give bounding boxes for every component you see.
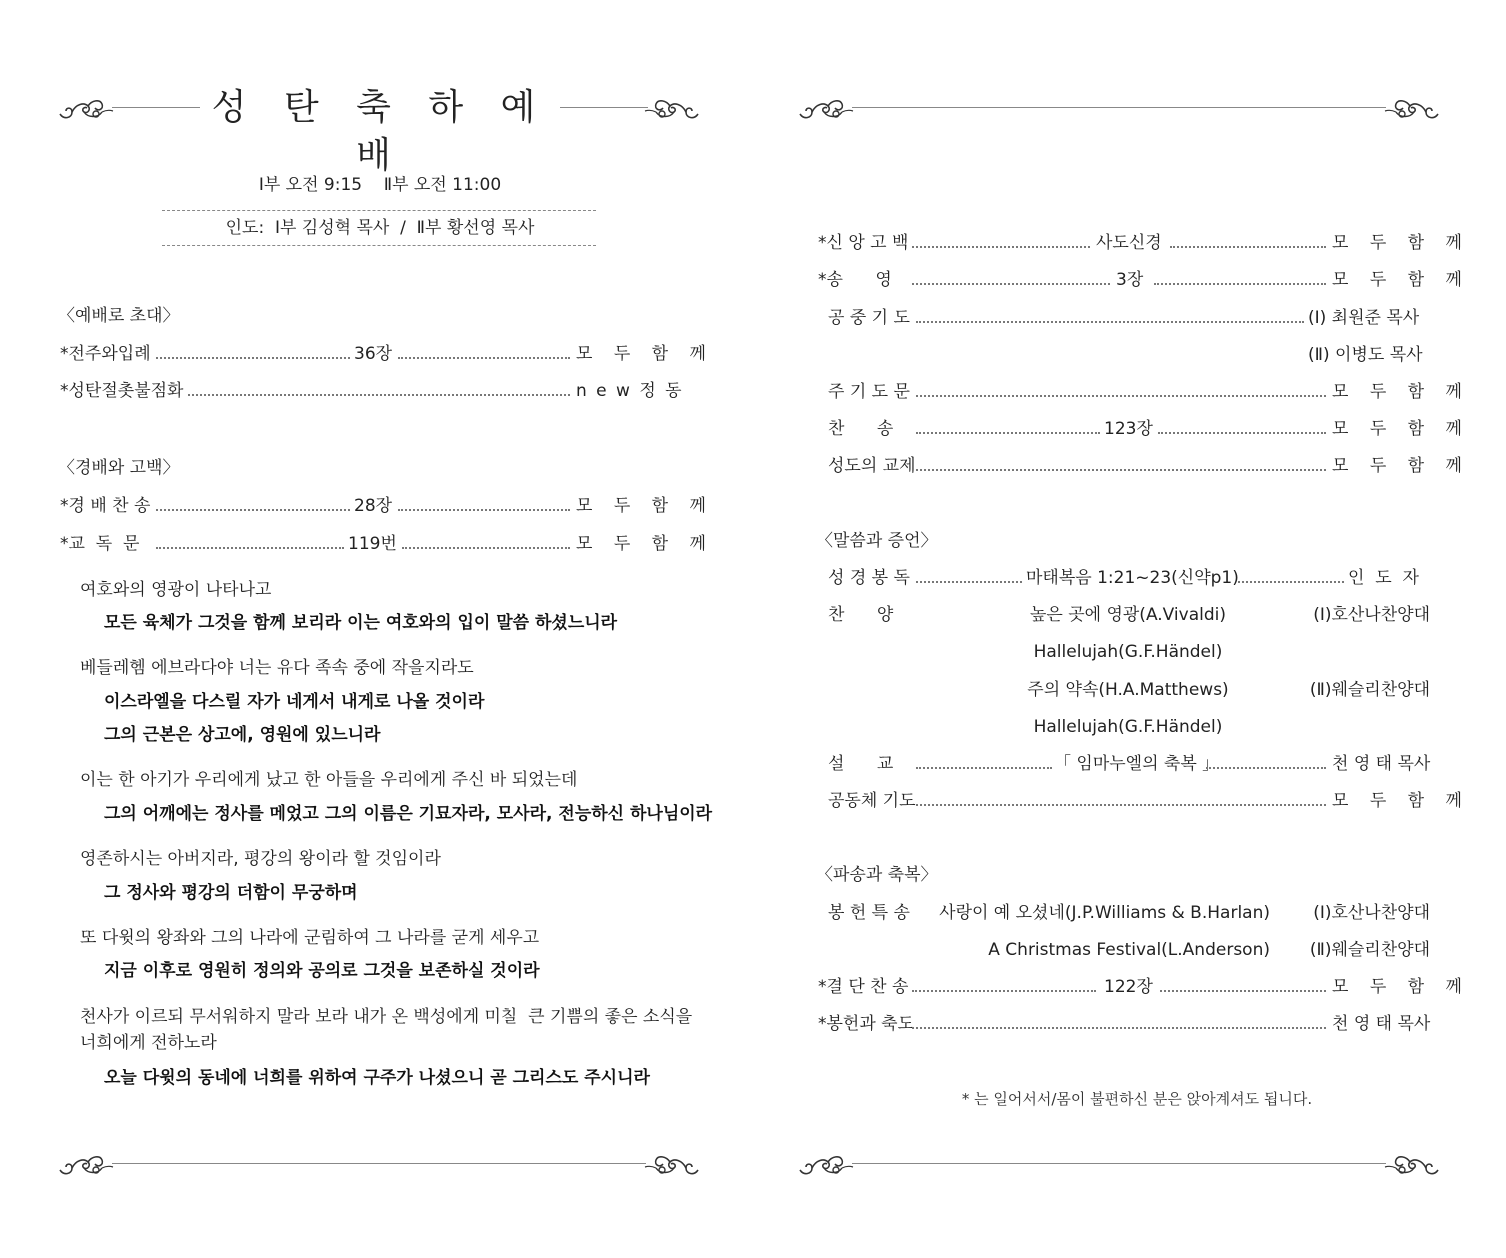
flourish-ornament-icon xyxy=(798,94,854,122)
title-rule-right xyxy=(560,107,648,108)
leader-rule-top xyxy=(162,210,596,211)
responsive-people-line: 그의 근본은 상고에, 영원에 있느니라 xyxy=(104,725,381,745)
dot-leader xyxy=(912,246,1090,248)
offering-title: 사랑이 예 오셨네(J.P.Williams & B.Harlan) xyxy=(939,903,1270,923)
responsive-leader-line: 이는 한 아기가 우리에게 났고 한 아들을 우리에게 주신 바 되었는데 xyxy=(80,770,578,790)
order-item-label: *교 독 문 xyxy=(60,534,140,554)
section-header: 〈예배로 초대〉 xyxy=(58,306,180,326)
order-item-label: 설 교 xyxy=(828,754,894,774)
order-item-middle: 마태복음 1:21~23(신약p1) xyxy=(1026,568,1239,588)
dot-leader xyxy=(1154,283,1326,285)
dot-leader xyxy=(912,990,1096,992)
order-item-right: (Ⅱ) 이병도 목사 xyxy=(1308,345,1423,365)
order-item-right: 모 두 함 께 xyxy=(1332,382,1470,402)
responsive-people-line: 그의 어깨에는 정사를 메었고 그의 이름은 기묘자라, 모사라, 전능하신 하나님이라 xyxy=(104,804,713,824)
choir-name: (Ⅱ)웨슬리찬양대 xyxy=(1309,940,1430,960)
anthem-title: Hallelujah(G.F.Händel) xyxy=(1033,642,1223,662)
order-item-right: 인 도 자 xyxy=(1348,568,1419,588)
dot-leader xyxy=(1158,432,1326,434)
order-item-right: 모 두 함 께 xyxy=(1332,791,1470,811)
dot-leader xyxy=(1206,767,1326,769)
order-item-right: 모 두 함 께 xyxy=(576,534,714,554)
responsive-people-line: 그 정사와 평강의 더함이 무궁하며 xyxy=(104,883,358,903)
order-item-middle: 123장 xyxy=(1104,419,1153,439)
dot-leader xyxy=(398,357,570,359)
dot-leader xyxy=(188,394,570,396)
footer-rule xyxy=(112,1163,646,1164)
header-rule xyxy=(852,107,1386,108)
order-item-label: 찬 송 xyxy=(828,419,894,439)
responsive-people-line: 오늘 다윗의 동네에 너희를 위하여 구주가 나셨으니 곧 그리스도 주시니라 xyxy=(104,1068,650,1088)
responsive-leader-line: 베들레헴 에브라다야 너는 유다 족속 중에 작을지라도 xyxy=(80,658,474,678)
flourish-ornament-icon xyxy=(1384,1150,1440,1178)
anthem-title: Hallelujah(G.F.Händel) xyxy=(1033,717,1223,737)
responsive-leader-line: 영존하시는 아버지라, 평강의 왕이라 할 것임이라 xyxy=(80,849,441,869)
flourish-ornament-icon xyxy=(798,1150,854,1178)
order-item-label: *결 단 찬 송 xyxy=(818,977,909,997)
order-item-label: 성도의 교제 xyxy=(828,456,916,476)
order-item-middle: 28장 xyxy=(354,496,393,516)
flourish-ornament-icon xyxy=(644,94,700,122)
dot-leader xyxy=(916,767,1052,769)
anthem-title: 주의 약속(H.A.Matthews) xyxy=(1027,680,1229,700)
dot-leader xyxy=(398,509,570,511)
service-leaders: 인도: Ⅰ부 김성혁 목사 / Ⅱ부 황선영 목사 xyxy=(225,218,535,238)
order-item-label: *신 앙 고 백 xyxy=(818,233,909,253)
leader-rule-bottom xyxy=(162,245,596,246)
section-header: 〈말씀과 증언〉 xyxy=(816,531,938,551)
dot-leader xyxy=(916,321,1304,323)
dot-leader xyxy=(156,509,350,511)
choir-name: (Ⅰ)호산나찬양대 xyxy=(1313,903,1430,923)
order-item-right: 모 두 함 께 xyxy=(576,344,714,364)
dot-leader xyxy=(402,547,570,549)
order-item-right: 천 영 태 목사 xyxy=(1332,1014,1431,1034)
order-item-right: 모 두 함 께 xyxy=(1332,419,1470,439)
order-item-right: 천 영 태 목사 xyxy=(1332,754,1431,774)
title-rule-left xyxy=(112,107,200,108)
responsive-people-line: 모든 육체가 그것을 함께 보리라 이는 여호와의 입이 말씀 하셨느니라 xyxy=(104,613,618,633)
order-item-label: *경 배 찬 송 xyxy=(60,496,151,516)
order-item-right: (Ⅰ) 최원준 목사 xyxy=(1308,308,1420,328)
choir-name: (Ⅱ)웨슬리찬양대 xyxy=(1309,680,1430,700)
order-item-middle: 사도신경 xyxy=(1096,233,1162,253)
responsive-leader-line: 여호와의 영광이 나타나고 xyxy=(80,580,272,600)
responsive-people-line: 지금 이후로 영원히 정의와 공의로 그것을 보존하실 것이라 xyxy=(104,961,540,981)
order-item-label: 성 경 봉 독 xyxy=(828,568,910,588)
flourish-ornament-icon xyxy=(58,1150,114,1178)
order-item-label: *전주와입례 xyxy=(60,344,151,364)
choir-name: (Ⅰ)호산나찬양대 xyxy=(1313,605,1430,625)
order-item-right: 모 두 함 께 xyxy=(1332,977,1470,997)
order-item-right: n e w 정 동 xyxy=(576,381,684,401)
order-item-label: 찬 양 xyxy=(828,605,894,625)
flourish-ornament-icon xyxy=(644,1150,700,1178)
dot-leader xyxy=(912,1027,1326,1029)
dot-leader xyxy=(1238,581,1344,583)
section-header: 〈경배와 고백〉 xyxy=(58,458,180,478)
order-item-right: 모 두 함 께 xyxy=(1332,270,1470,290)
dot-leader xyxy=(916,804,1326,806)
dot-leader xyxy=(916,432,1100,434)
order-item-label: *성탄절촛불점화 xyxy=(60,381,184,401)
order-item-label: *송 영 xyxy=(818,270,892,290)
sermon-title: 「 임마누엘의 축복 」 xyxy=(1054,754,1220,774)
anthem-title: 높은 곳에 영광(A.Vivaldi) xyxy=(1029,605,1227,625)
flourish-ornament-icon xyxy=(1384,94,1440,122)
responsive-leader-line: 또 다윗의 왕좌와 그의 나라에 군림하여 그 나라를 굳게 세우고 xyxy=(80,928,540,948)
dot-leader xyxy=(156,357,350,359)
page-title: 성 탄 축 하 예 배 xyxy=(211,87,549,176)
order-item-right: 모 두 함 께 xyxy=(576,496,714,516)
dot-leader xyxy=(1170,246,1326,248)
dot-leader xyxy=(916,395,1326,397)
footnote: * 는 일어서서/몸이 불편하신 분은 앉아계셔도 됩니다. xyxy=(961,1090,1313,1108)
dot-leader xyxy=(916,469,1326,471)
service-times: Ⅰ부 오전 9:15 Ⅱ부 오전 11:00 xyxy=(258,175,502,195)
responsive-leader-line: 천사가 이르되 무서워하지 말라 보라 내가 온 백성에게 미칠 큰 기쁨의 좋은 소식을 xyxy=(80,1007,693,1027)
order-item-label: 공 중 기 도 xyxy=(828,308,910,328)
order-item-middle: 3장 xyxy=(1116,270,1144,290)
section-header: 〈파송과 축복〉 xyxy=(816,865,938,885)
dot-leader xyxy=(156,547,344,549)
dot-leader xyxy=(916,581,1022,583)
order-item-middle: 36장 xyxy=(354,344,393,364)
order-item-label: 봉 헌 특 송 xyxy=(828,903,910,923)
dot-leader xyxy=(912,283,1110,285)
footer-rule xyxy=(852,1163,1386,1164)
order-item-middle: 122장 xyxy=(1104,977,1153,997)
responsive-people-line: 이스라엘을 다스릴 자가 네게서 내게로 나올 것이라 xyxy=(104,692,485,712)
flourish-ornament-icon xyxy=(58,94,114,122)
offering-title: A Christmas Festival(L.Anderson) xyxy=(988,940,1270,960)
dot-leader xyxy=(1160,990,1326,992)
order-item-right: 모 두 함 께 xyxy=(1332,233,1470,253)
order-item-label: 주 기 도 문 xyxy=(828,382,910,402)
order-item-right: 모 두 함 께 xyxy=(1332,456,1470,476)
order-item-middle: 119번 xyxy=(348,534,397,554)
order-item-label: 공동체 기도 xyxy=(828,791,916,811)
order-item-label: *봉헌과 축도 xyxy=(818,1014,915,1034)
responsive-leader-line: 너희에게 전하노라 xyxy=(80,1033,217,1053)
